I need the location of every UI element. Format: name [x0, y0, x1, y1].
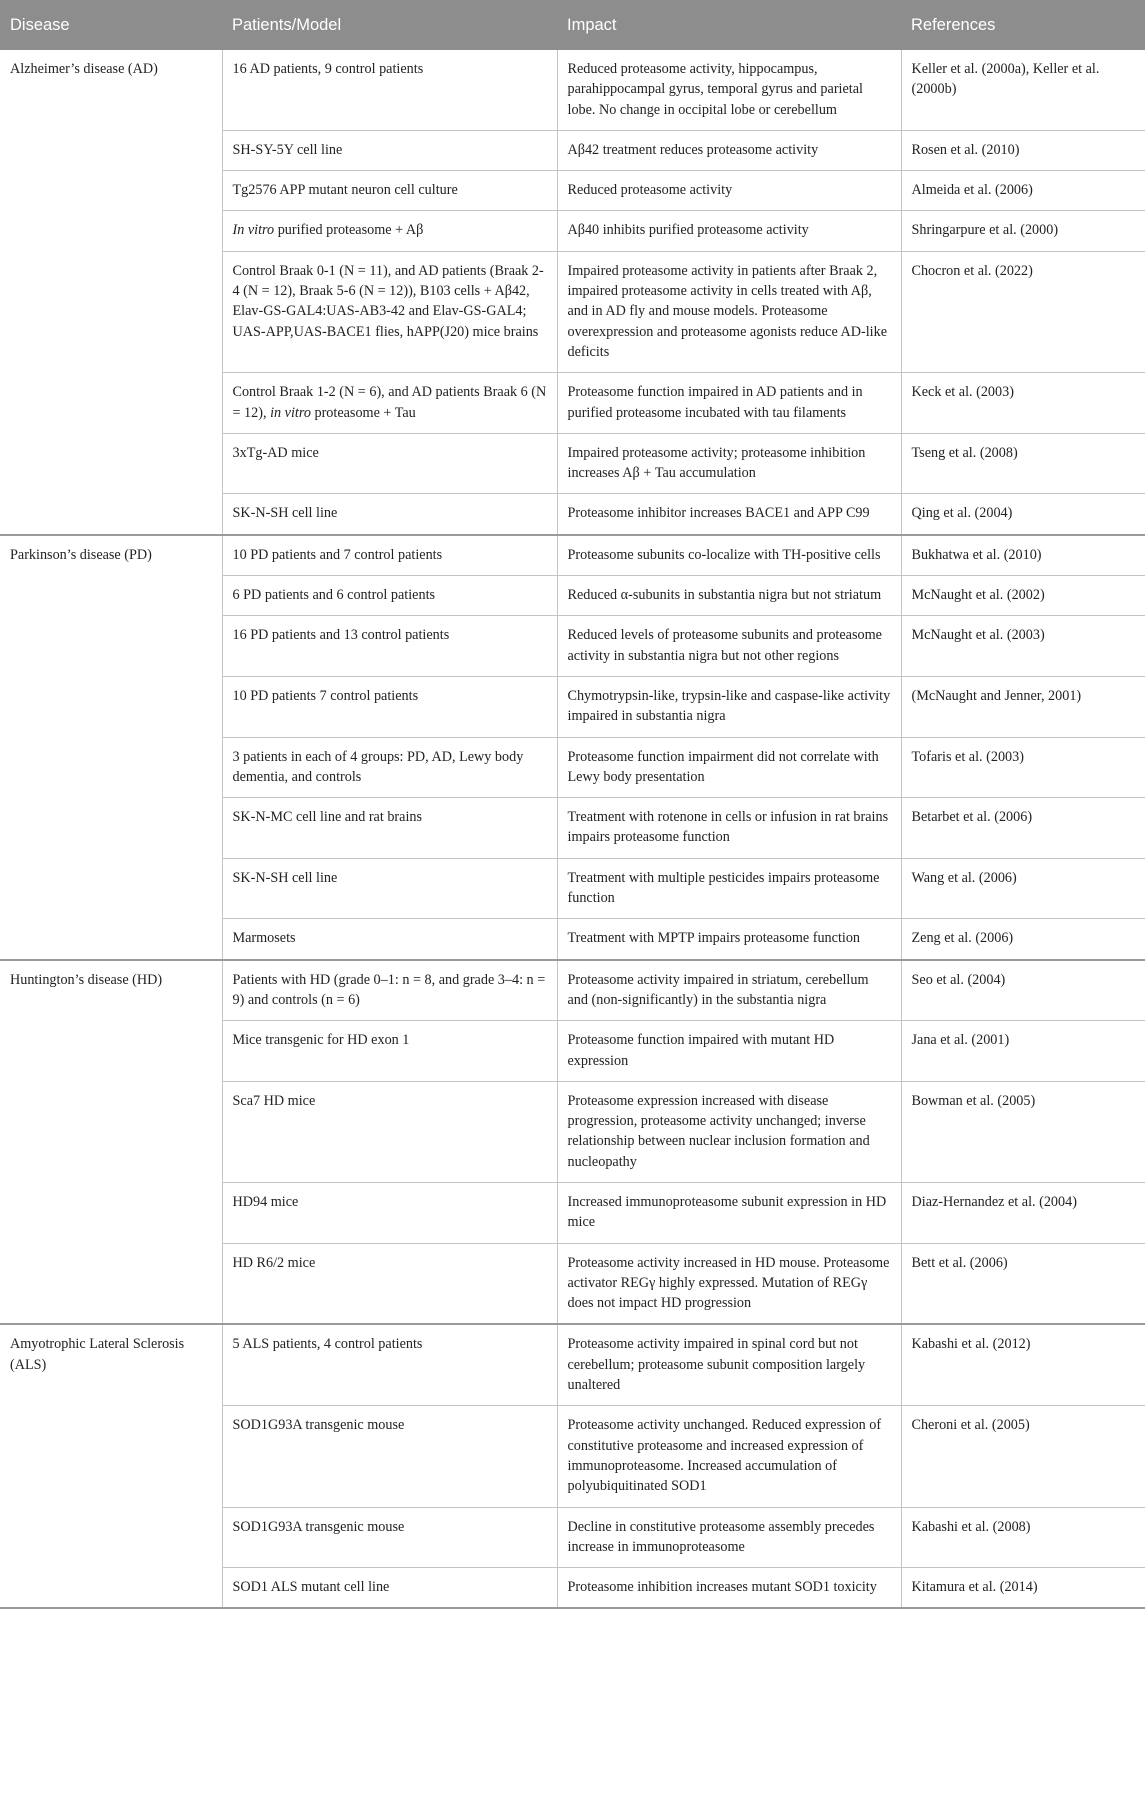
impact-cell: Treatment with MPTP impairs proteasome function [557, 919, 901, 960]
impact-cell: Reduced proteasome activity, hippocampus, parahippocampal gyrus, temporal gyrus and parietal lobe. No change in occipital lobe or cerebellum [557, 50, 901, 130]
model-text: SK-N-SH cell line [232, 505, 338, 522]
impact-cell: Proteasome inhibition increases mutant SOD1 toxicity [557, 1568, 901, 1609]
reference-cell: Keller et al. (2000a), Keller et al. (2000b) [901, 50, 1145, 130]
reference-cell: Jana et al. (2001) [901, 1021, 1145, 1082]
model-text: SOD1G93A transgenic mouse [232, 1518, 405, 1535]
model-cell [222, 1021, 557, 1082]
model-text: SH-SY-5Y cell line [232, 141, 343, 158]
reference-cell: Almeida et al. (2006) [901, 171, 1145, 211]
reference-cell: Tseng et al. (2008) [901, 433, 1145, 494]
reference-cell: Diaz-Hernandez et al. (2004) [901, 1182, 1145, 1243]
model-text: purified proteasome + Aβ [274, 222, 424, 239]
model-text: SOD1G93A transgenic mouse [232, 1417, 405, 1434]
model-text: HD94 mice [232, 1193, 299, 1210]
impact-cell: Chymotrypsin-like, trypsin-like and caspase-like activity impaired in substantia nigra [557, 676, 901, 737]
model-italic-text: in vitro [270, 404, 311, 421]
model-text: 16 AD patients, 9 control patients [232, 61, 424, 77]
reference-cell: Bowman et al. (2005) [901, 1081, 1145, 1182]
impact-cell: Proteasome function impaired in AD patients and in purified proteasome incubated with tau filaments [557, 373, 901, 434]
header-impact: Impact [557, 0, 901, 50]
reference-cell: Cheroni et al. (2005) [901, 1406, 1145, 1507]
header-row [0, 0, 1145, 50]
model-cell [222, 919, 557, 960]
reference-cell: Keck et al. (2003) [901, 373, 1145, 434]
header-references: References [901, 0, 1145, 50]
table-row [0, 535, 1145, 576]
model-text: 6 PD patients and 6 control patients [232, 587, 436, 604]
impact-cell: Reduced levels of proteasome subunits and proteasome activity in substantia nigra but not other regions [557, 616, 901, 677]
reference-cell: Kabashi et al. (2008) [901, 1507, 1145, 1568]
model-text: Mice transgenic for HD exon 1 [232, 1032, 410, 1049]
reference-cell: Tofaris et al. (2003) [901, 737, 1145, 798]
model-cell [222, 737, 557, 798]
table-row [0, 960, 1145, 1021]
model-text: Sca7 HD mice [232, 1092, 316, 1109]
model-cell [222, 1081, 557, 1182]
table-row [0, 50, 1145, 130]
model-text: SK-N-MC cell line and rat brains [232, 809, 423, 826]
reference-cell: McNaught et al. (2002) [901, 576, 1145, 616]
model-cell [222, 171, 557, 211]
model-cell [222, 798, 557, 859]
model-text: 10 PD patients and 7 control patients [232, 546, 443, 563]
model-text: proteasome + Tau [310, 404, 416, 421]
model-cell [222, 130, 557, 170]
model-cell [222, 211, 557, 251]
table-row [0, 1324, 1145, 1405]
reference-cell: (McNaught and Jenner, 2001) [901, 676, 1145, 737]
table-body [0, 50, 1145, 1608]
model-cell [222, 1406, 557, 1507]
reference-cell: Bukhatwa et al. (2010) [901, 535, 1145, 576]
model-cell [222, 1507, 557, 1568]
impact-cell: Proteasome inhibitor increases BACE1 and APP C99 [557, 494, 901, 535]
impact-cell: Proteasome function impaired with mutant HD expression [557, 1021, 901, 1082]
impact-cell: Decline in constitutive proteasome assembly precedes increase in immunoproteasome [557, 1507, 901, 1568]
impact-cell: Proteasome activity impaired in striatum, cerebellum and (non-significantly) in the substantia nigra [557, 960, 901, 1021]
impact-cell: Impaired proteasome activity; proteasome inhibition increases Aβ + Tau accumulation [557, 433, 901, 494]
impact-cell: Proteasome activity impaired in spinal cord but not cerebellum; proteasome subunit composition largely unaltered [557, 1324, 901, 1405]
reference-cell: Kabashi et al. (2012) [901, 1324, 1145, 1405]
model-cell [222, 616, 557, 677]
model-cell [222, 373, 557, 434]
reference-cell: McNaught et al. (2003) [901, 616, 1145, 677]
impact-cell: Reduced proteasome activity [557, 171, 901, 211]
model-text: 5 ALS patients, 4 control patients [232, 1336, 423, 1353]
model-text: Marmosets [232, 930, 296, 947]
model-cell [222, 535, 557, 576]
model-cell [222, 50, 557, 130]
model-text: 16 PD patients and 13 control patients [232, 627, 450, 644]
disease-cell: Parkinson’s disease (PD) [0, 535, 222, 960]
impact-cell: Proteasome activity increased in HD mouse. Proteasome activator REGγ highly expressed. Mutation of REGγ does not impact HD progression [557, 1243, 901, 1324]
model-text: SOD1 ALS mutant cell line [232, 1579, 390, 1596]
header-disease: Disease [0, 0, 222, 50]
model-text: 3 patients in each of 4 groups: PD, AD, Lewy body dementia, and controls [232, 748, 524, 785]
header-patients-model: Patients/Model [222, 0, 557, 50]
model-cell [222, 960, 557, 1021]
reference-cell: Kitamura et al. (2014) [901, 1568, 1145, 1609]
model-cell [222, 1243, 557, 1324]
model-text: 10 PD patients 7 control patients [232, 687, 419, 704]
model-text: HD R6/2 mice [232, 1254, 316, 1271]
impact-cell: Proteasome subunits co-localize with TH-positive cells [557, 535, 901, 576]
model-cell [222, 1182, 557, 1243]
reference-cell: Shringarpure et al. (2000) [901, 211, 1145, 251]
model-cell [222, 1324, 557, 1405]
model-cell [222, 676, 557, 737]
model-cell [222, 858, 557, 919]
impact-cell: Reduced α-subunits in substantia nigra but not striatum [557, 576, 901, 616]
reference-cell: Chocron et al. (2022) [901, 251, 1145, 372]
impact-cell: Treatment with rotenone in cells or infusion in rat brains impairs proteasome function [557, 798, 901, 859]
model-cell [222, 576, 557, 616]
reference-cell: Betarbet et al. (2006) [901, 798, 1145, 859]
impact-cell: Increased immunoproteasome subunit expression in HD mice [557, 1182, 901, 1243]
impact-cell: Proteasome activity unchanged. Reduced expression of constitutive proteasome and increased expression of immunoproteasome. Increased accumulation of polyubiquitinated SOD1 [557, 1406, 901, 1507]
model-text: 3xTg-AD mice [232, 444, 319, 461]
disease-cell: Alzheimer’s disease (AD) [0, 50, 222, 535]
reference-cell: Qing et al. (2004) [901, 494, 1145, 535]
table-header [0, 0, 1145, 50]
model-text: Control Braak 0-1 (N = 11), and AD patients (Braak 2-4 (N = 12), Braak 5-6 (N = 12)), B103 cells + Aβ42, Elav-GS-GAL4:UAS-AB3-42 and Elav-GS-GAL4; UAS-APP,UAS-BACE1 flies, hAPP(J20) mice brains [232, 262, 544, 340]
model-cell [222, 1568, 557, 1609]
model-text: Patients with HD (grade 0–1: n = 8, and grade 3–4: n = 9) and controls (n = 6) [232, 971, 546, 1008]
impact-cell: Treatment with multiple pesticides impairs proteasome function [557, 858, 901, 919]
model-text: Tg2576 APP mutant neuron cell culture [232, 182, 458, 199]
model-text: SK-N-SH cell line [232, 869, 338, 886]
reference-cell: Bett et al. (2006) [901, 1243, 1145, 1324]
disease-cell: Huntington’s disease (HD) [0, 960, 222, 1325]
impact-cell: Impaired proteasome activity in patients after Braak 2, impaired proteasome activity in cells treated with Aβ, and in AD fly and mouse models. Proteasome overexpression and proteasome agonists reduce AD-like deficits [557, 251, 901, 372]
model-cell [222, 433, 557, 494]
reference-cell: Seo et al. (2004) [901, 960, 1145, 1021]
reference-cell: Rosen et al. (2010) [901, 130, 1145, 170]
impact-cell: Proteasome expression increased with disease progression, proteasome activity unchanged; inverse relationship between nuclear inclusion formation and nucleopathy [557, 1081, 901, 1182]
reference-cell: Zeng et al. (2006) [901, 919, 1145, 960]
reference-cell: Wang et al. (2006) [901, 858, 1145, 919]
model-cell [222, 251, 557, 372]
model-italic-text: In vitro [232, 222, 275, 239]
impact-cell: Aβ42 treatment reduces proteasome activity [557, 130, 901, 170]
disease-cell: Amyotrophic Lateral Sclerosis (ALS) [0, 1324, 222, 1608]
model-text: Control Braak 1-2 (N = 6), and AD patients Braak 6 (N = 12), [232, 384, 547, 421]
impact-cell: Aβ40 inhibits purified proteasome activity [557, 211, 901, 251]
model-cell [222, 494, 557, 535]
impact-cell: Proteasome function impairment did not correlate with Lewy body presentation [557, 737, 901, 798]
